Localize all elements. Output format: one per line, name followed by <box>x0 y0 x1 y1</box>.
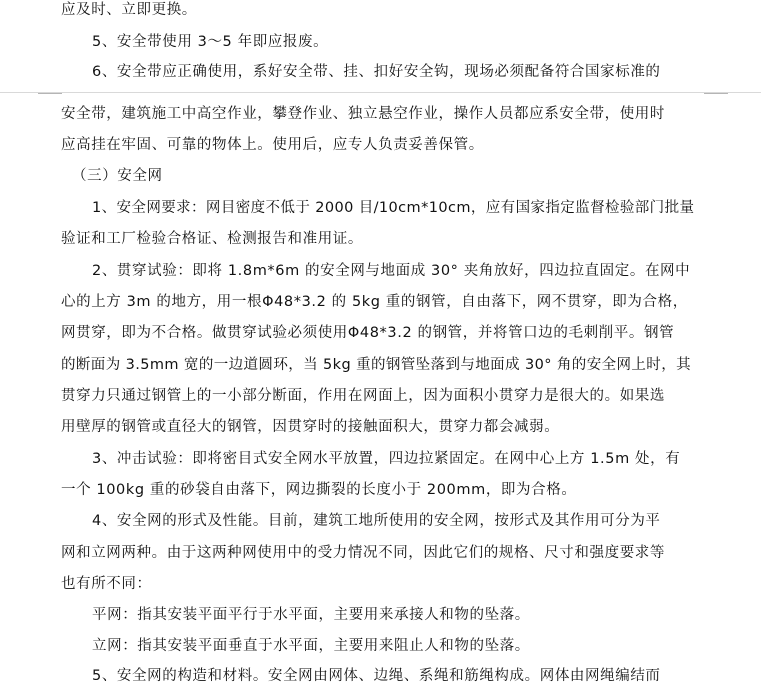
paragraph-line: 平网：指其安装平面平行于水平面，主要用来承接人和物的坠落。 <box>92 607 530 623</box>
paragraph-line: 安全带，建筑施工中高空作业，攀登作业、独立悬空作业，操作人员都应系安全带，使用时 <box>61 106 665 122</box>
page-break-divider <box>0 92 761 93</box>
paragraph-line: 3、冲击试验：即将密目式安全网水平放置，四边拉紧固定。在网中心上方 1.5m 处，有 <box>92 451 681 467</box>
paragraph-line: 5、安全带使用 3～5 年即应报废。 <box>92 34 329 50</box>
page-corner-mark-right <box>704 93 728 94</box>
page-corner-mark-left <box>38 93 62 94</box>
paragraph-line: 的断面为 3.5mm 宽的一边道圆环，当 5kg 重的钢管坠落到与地面成 30° 角的安全网上时，其 <box>61 357 691 373</box>
paragraph-line: 2、贯穿试验：即将 1.8m*6m 的安全网与地面成 30° 夹角放好，四边拉直固定。在网中 <box>92 263 691 279</box>
paragraph-line: 网和立网两种。由于这两种网使用中的受力情况不同，因此它们的规格、尺寸和强度要求等 <box>61 545 665 561</box>
paragraph-line: 用壁厚的钢管或直径大的钢管，因贯穿时的接触面积大，贯穿力都会减弱。 <box>61 419 560 435</box>
paragraph-line: 应高挂在牢固、可靠的物体上。使用后，应专人负责妥善保管。 <box>61 137 484 153</box>
paragraph-line: 一个 100kg 重的砂袋自由落下，网边撕裂的长度小于 200mm，即为合格。 <box>61 482 577 498</box>
paragraph-line: 网贯穿，即为不合格。做贯穿试验必须使用Φ48*3.2 的钢管，并将管口边的毛刺削平。钢管 <box>61 325 675 341</box>
paragraph-line: 1、安全网要求：网目密度不低于 2000 目/10cm*10cm，应有国家指定监督检验部门批量 <box>92 200 695 216</box>
paragraph-line: 验证和工厂检验合格证、检测报告和准用证。 <box>61 231 363 247</box>
paragraph-line: 心的上方 3m 的地方，用一根Φ48*3.2 的 5kg 重的钢管，自由落下，网不贯穿，即为合格， <box>61 294 688 310</box>
paragraph-line: 5、安全网的构造和材料。安全网由网体、边绳、系绳和筋绳构成。网体由网绳编结而 <box>92 668 661 684</box>
section-heading: （三）安全网 <box>72 168 163 184</box>
paragraph-line: 立网：指其安装平面垂直于水平面，主要用来阻止人和物的坠落。 <box>92 638 530 654</box>
paragraph-line: 应及时、立即更换。 <box>61 2 197 18</box>
paragraph-line: 贯穿力只通过钢管上的一小部分断面，作用在网面上，因为面积小贯穿力是很大的。如果选 <box>61 388 665 404</box>
paragraph-line: 6、安全带应正确使用，系好安全带、挂、扣好安全钩，现场必须配备符合国家标准的 <box>92 64 661 80</box>
paragraph-line: 也有所不同： <box>61 576 152 592</box>
paragraph-line: 4、安全网的形式及性能。目前，建筑工地所使用的安全网，按形式及其作用可分为平 <box>92 513 661 529</box>
